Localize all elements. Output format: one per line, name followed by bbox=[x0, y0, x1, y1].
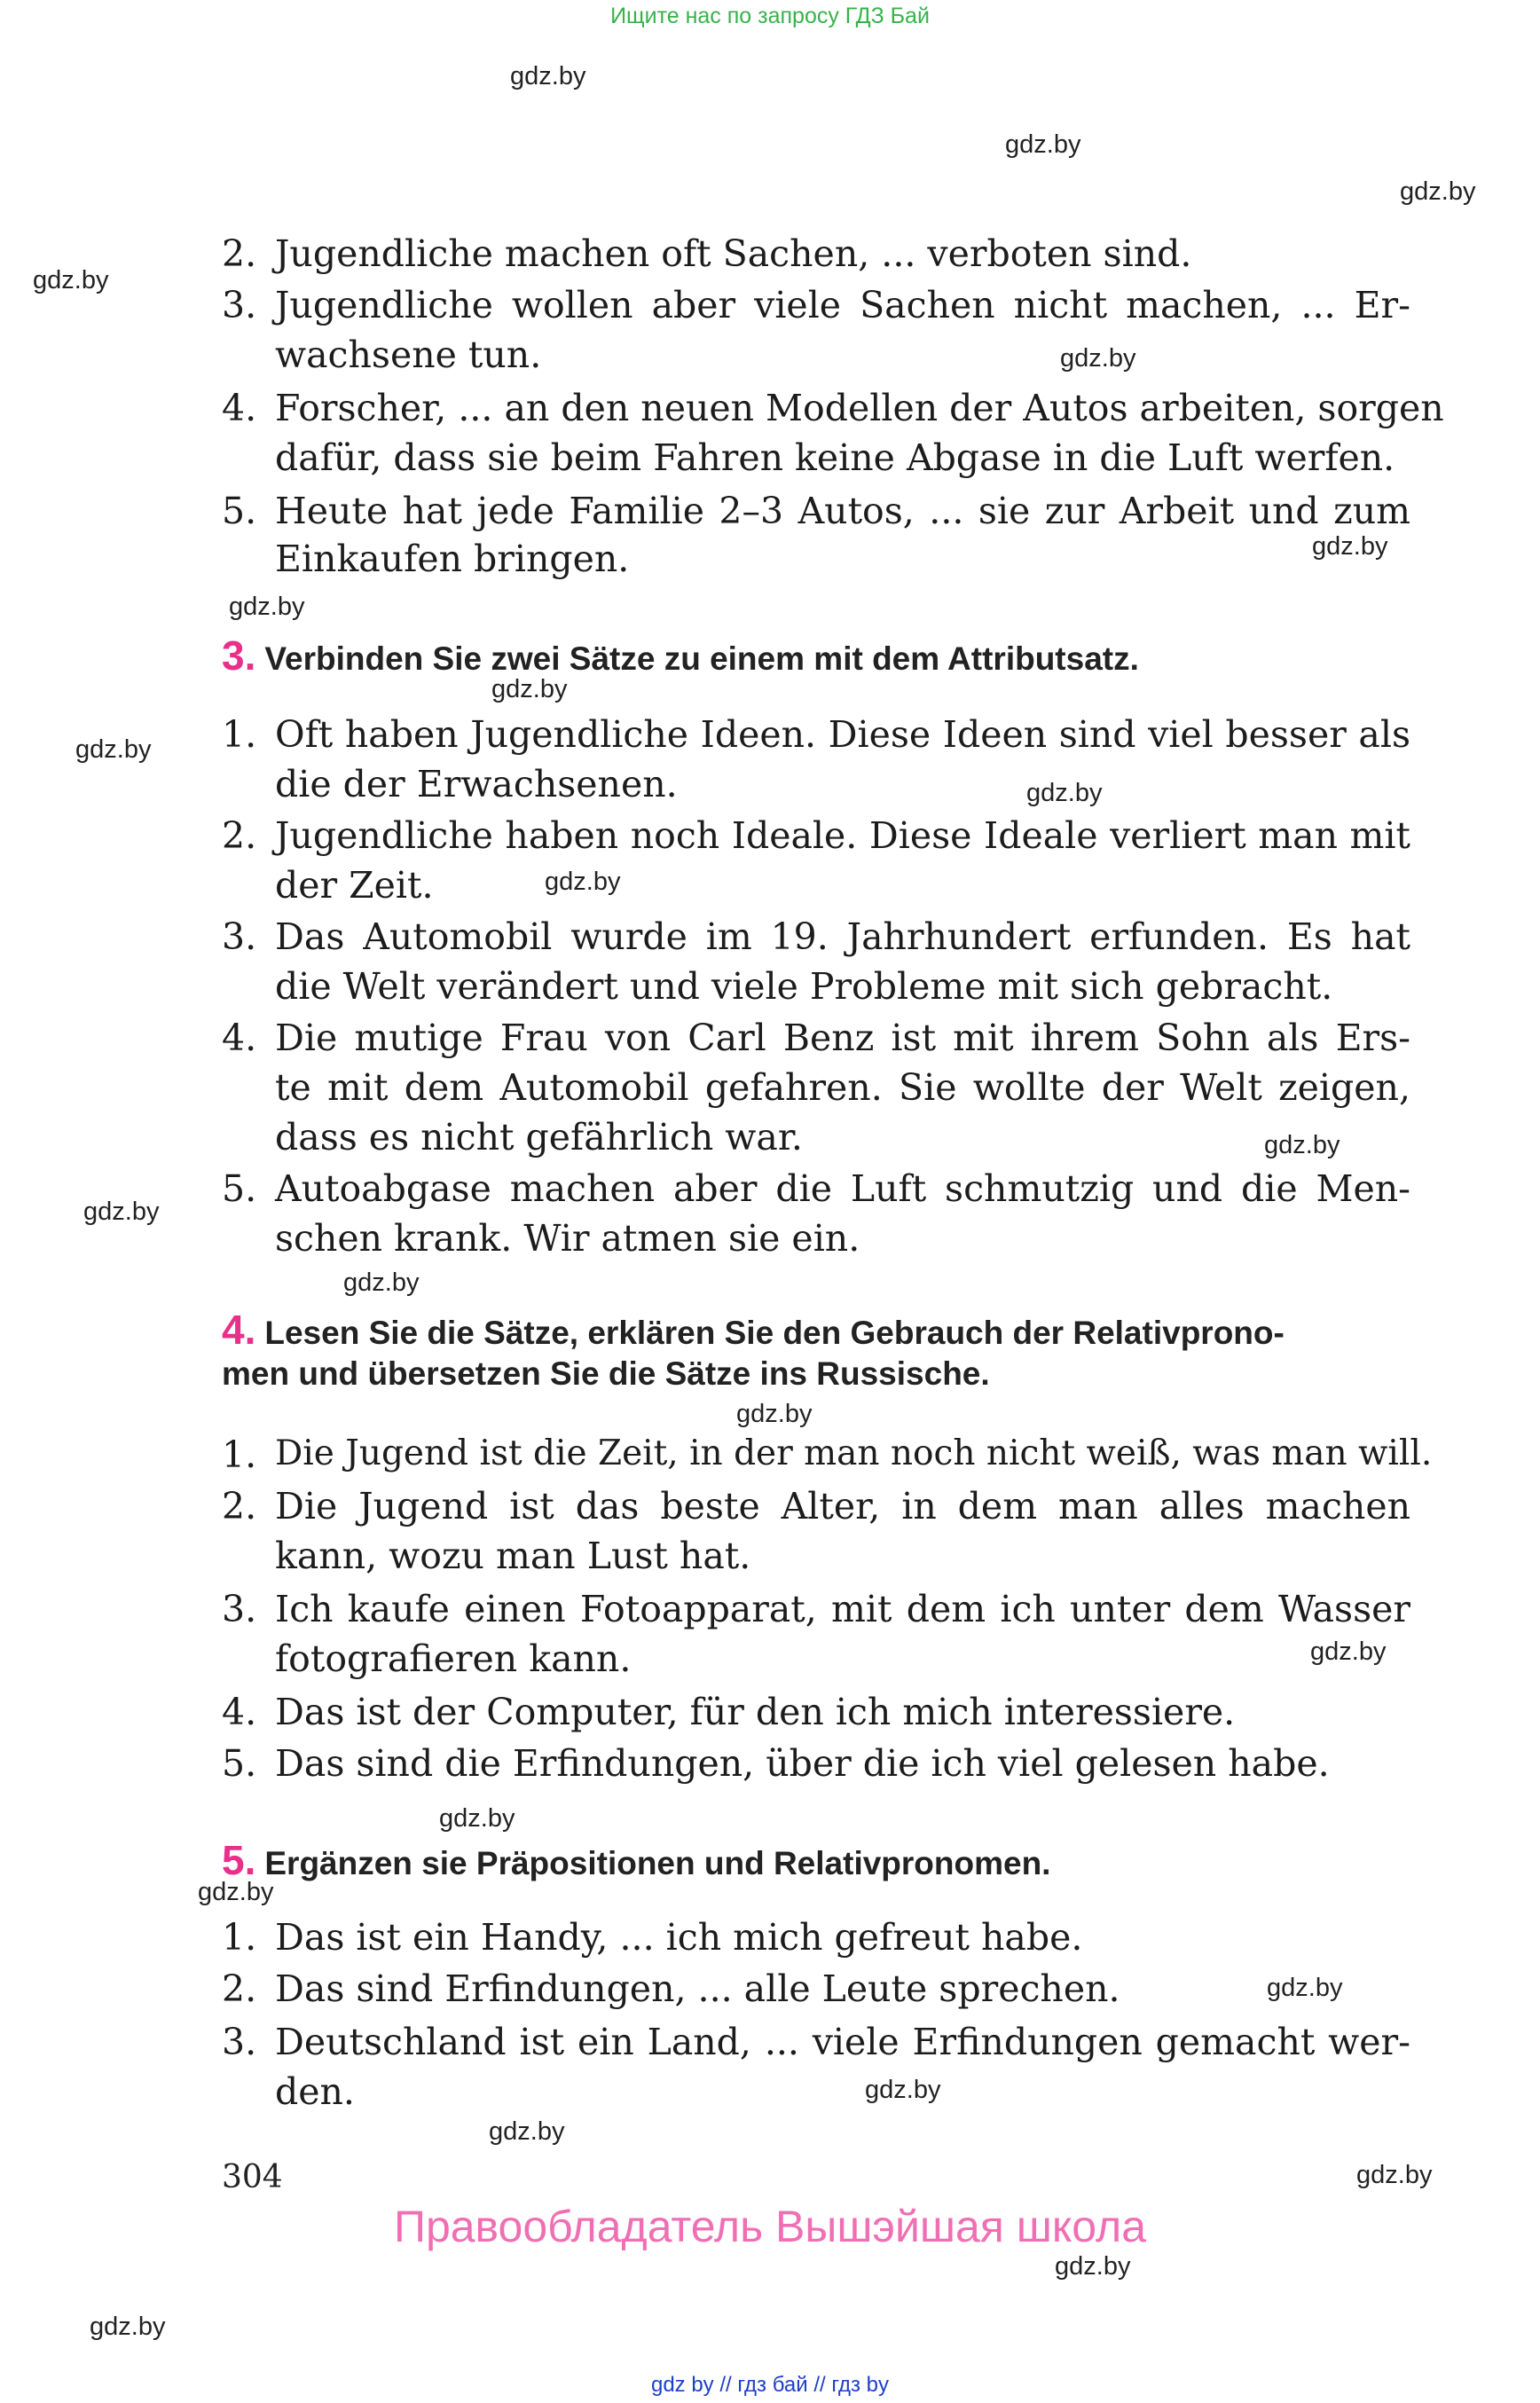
item-text: dass es nicht gefährlich war. bbox=[275, 1116, 803, 1158]
watermark: gdz.by bbox=[1356, 2161, 1433, 2189]
watermark: gdz.by bbox=[865, 2076, 941, 2104]
watermark: gdz.by bbox=[736, 1400, 813, 1428]
exercise-title: Lesen Sie die Sätze, erklären Sie den Gebrauch der Relativprono- bbox=[264, 1315, 1285, 1351]
item-number: 5. bbox=[222, 1167, 257, 1210]
item-number: 3. bbox=[222, 1588, 257, 1630]
watermark: gdz.by bbox=[545, 868, 621, 896]
item-number: 1. bbox=[222, 1433, 257, 1476]
item-number: 1. bbox=[222, 1916, 257, 1959]
item-number: 3. bbox=[222, 2021, 257, 2063]
item-text: te mit dem Automobil gefahren. Sie wollte der Welt zeigen, bbox=[275, 1066, 1410, 1109]
watermark: gdz.by bbox=[489, 2117, 565, 2146]
item-text: kann, wozu man Lust hat. bbox=[275, 1535, 751, 1577]
watermark: gdz.by bbox=[90, 2313, 166, 2341]
item-text: Autoabgase machen aber die Luft schmutzig und die Men- bbox=[275, 1167, 1410, 1210]
item-text: Jugendliche machen oft Sachen, ... verboten sind. bbox=[275, 232, 1192, 275]
item-text: Die mutige Frau von Carl Benz ist mit ihrem Sohn als Ers- bbox=[275, 1017, 1410, 1059]
item-text: die Welt verändert und viele Probleme mit sich gebracht. bbox=[275, 965, 1333, 1008]
item-text: Jugendliche wollen aber viele Sachen nicht machen, ... Er- bbox=[275, 284, 1410, 326]
item-number: 4. bbox=[222, 1017, 257, 1059]
item-number: 3. bbox=[222, 915, 257, 958]
item-text: Das ist ein Handy, ... ich mich gefreut habe. bbox=[275, 1916, 1083, 1959]
exercise-number: 3. bbox=[222, 632, 256, 679]
watermark: gdz.by bbox=[1005, 130, 1081, 159]
item-text: Das Automobil wurde im 19. Jahrhundert erfunden. Es hat bbox=[275, 915, 1410, 958]
watermark: gdz.by bbox=[1312, 532, 1388, 561]
watermark: gdz.by bbox=[1310, 1637, 1387, 1666]
item-text: Das sind die Erfindungen, über die ich viel gelesen habe. bbox=[275, 1742, 1330, 1785]
watermark: gdz.by bbox=[439, 1804, 515, 1833]
item-text: wachsene tun. bbox=[275, 334, 542, 376]
item-text: Ich kaufe einen Fotoapparat, mit dem ich unter dem Wasser bbox=[275, 1588, 1410, 1630]
item-number: 2. bbox=[222, 1967, 257, 2010]
exercise-heading bbox=[222, 632, 1410, 679]
exercise-number: 5. bbox=[222, 1837, 256, 1883]
watermark: gdz.by bbox=[229, 593, 305, 621]
item-text: fotografieren kann. bbox=[275, 1637, 632, 1680]
watermark: gdz.by bbox=[1060, 344, 1136, 373]
item-text: Deutschland ist ein Land, ... viele Erfindungen gemacht wer- bbox=[275, 2021, 1410, 2063]
item-text: Das sind Erfindungen, ... alle Leute sprechen. bbox=[275, 1967, 1120, 2010]
item-number: 1. bbox=[222, 713, 257, 756]
exercise-heading bbox=[222, 1836, 1410, 1884]
exercise-title: Ergänzen sie Präpositionen und Relativpronomen. bbox=[264, 1845, 1051, 1881]
item-text: der Zeit. bbox=[275, 864, 434, 907]
item-number: 5. bbox=[222, 490, 257, 532]
exercise-heading-continuation bbox=[222, 1355, 1410, 1393]
item-text: Die Jugend ist das beste Alter, in dem man alles machen bbox=[275, 1485, 1410, 1527]
item-number: 3. bbox=[222, 284, 257, 326]
item-text: Das ist der Computer, für den ich mich interessiere. bbox=[275, 1691, 1236, 1733]
watermark: gdz.by bbox=[198, 1878, 274, 1906]
item-text: Jugendliche haben noch Ideale. Diese Ideale verliert man mit bbox=[275, 814, 1410, 857]
watermark: gdz.by bbox=[1026, 779, 1103, 807]
item-text: Heute hat jede Familie 2–3 Autos, ... sie zur Arbeit und zum bbox=[275, 490, 1410, 532]
item-text: Forscher, ... an den neuen Modellen der Autos arbeiten, sorgen bbox=[275, 387, 1444, 429]
page-number: 304 bbox=[222, 2159, 283, 2195]
exercise-heading bbox=[222, 1306, 1410, 1354]
watermark: gdz.by bbox=[1264, 1131, 1340, 1159]
item-text: Oft haben Jugendliche Ideen. Diese Ideen sind viel besser als bbox=[275, 713, 1410, 756]
item-text: dafür, dass sie beim Fahren keine Abgase in die Luft werfen. bbox=[275, 436, 1395, 479]
watermark: gdz.by bbox=[343, 1268, 420, 1297]
footer-links: gdz by // гдз бай // гдз by bbox=[650, 2373, 890, 2397]
item-number: 2. bbox=[222, 1485, 257, 1527]
item-text: Einkaufen bringen. bbox=[275, 538, 630, 580]
exercise-title: men und übersetzen Sie die Sätze ins Russische. bbox=[222, 1355, 990, 1392]
watermark: gdz.by bbox=[1267, 1974, 1343, 2002]
item-number: 2. bbox=[222, 814, 257, 857]
item-number: 4. bbox=[222, 1691, 257, 1733]
item-number: 5. bbox=[222, 1742, 257, 1785]
watermark: gdz.by bbox=[83, 1198, 160, 1226]
item-number: 2. bbox=[222, 232, 257, 275]
watermark: gdz.by bbox=[1400, 177, 1476, 206]
item-number: 4. bbox=[222, 387, 257, 429]
watermark: gdz.by bbox=[33, 266, 109, 294]
exercise-number: 4. bbox=[222, 1307, 256, 1353]
watermark: gdz.by bbox=[75, 735, 152, 764]
watermark: gdz.by bbox=[510, 62, 586, 90]
item-text: Die Jugend ist die Zeit, in der man noch nicht weiß, was man will. bbox=[275, 1433, 1433, 1473]
item-text: die der Erwachsenen. bbox=[275, 763, 678, 805]
copyright-notice: Правообладатель Вышэйшая школа bbox=[394, 2202, 1146, 2251]
item-text: schen krank. Wir atmen sie ein. bbox=[275, 1217, 860, 1260]
exercise-title: Verbinden Sie zwei Sätze zu einem mit dem Attributsatz. bbox=[264, 640, 1139, 677]
watermark: gdz.by bbox=[1055, 2252, 1131, 2281]
item-text: den. bbox=[275, 2070, 355, 2113]
watermark: gdz.by bbox=[491, 675, 568, 703]
top-banner: Ищите нас по запросу ГДЗ Бай bbox=[610, 4, 930, 28]
